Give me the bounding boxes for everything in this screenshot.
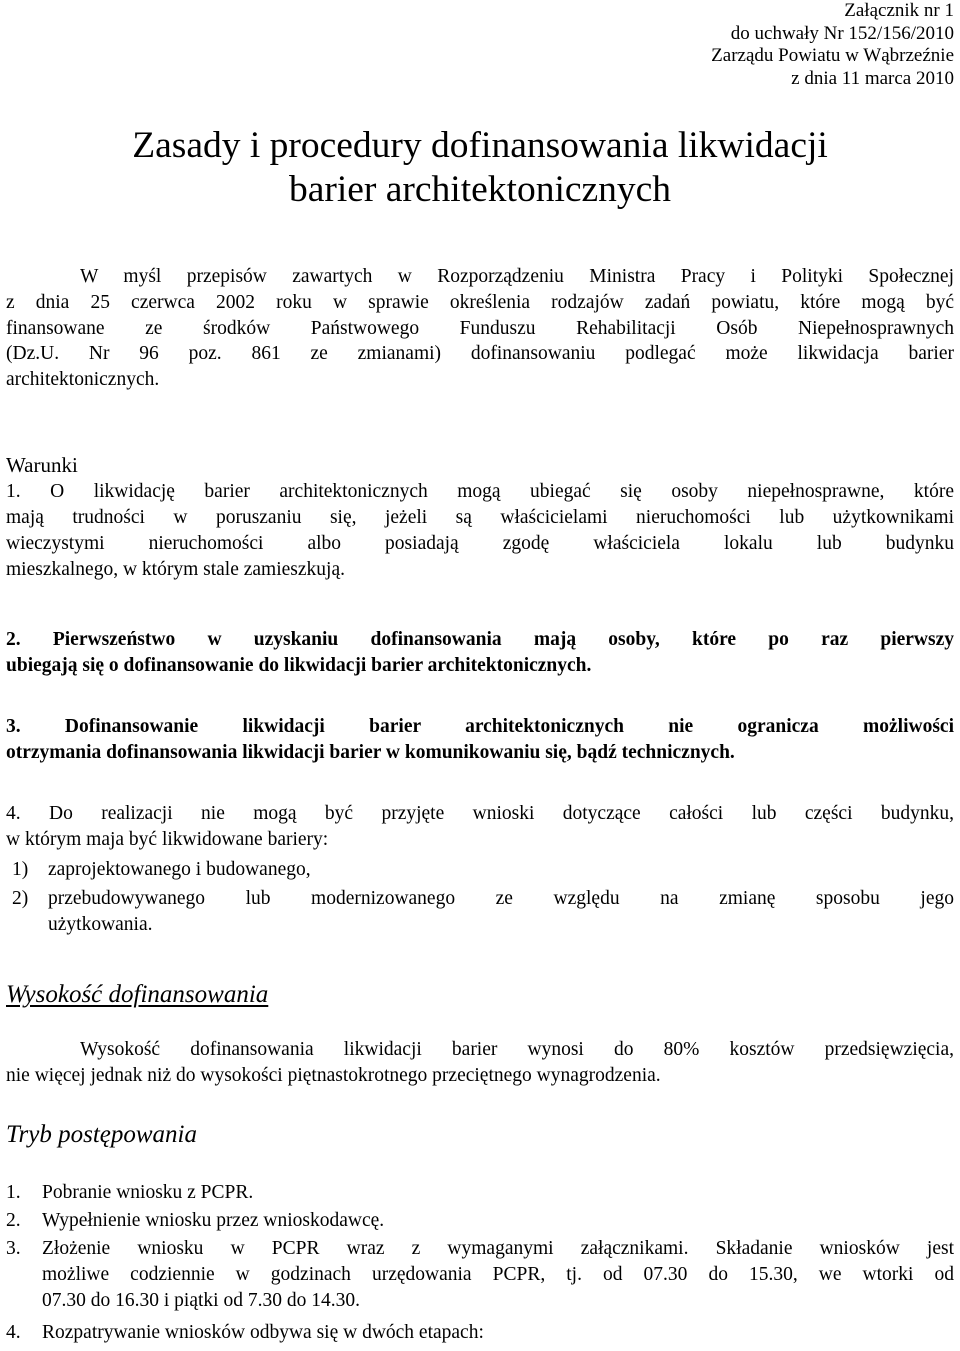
- intro-paragraph: W myśl przepisów zawartych w Rozporządzeniu Ministra Pracy i Polityki Społecznej z dnia 25 czerwca 2002 roku w sprawie określenia rodzajów zadań powiatu, które mogą być finansowane ze środków Państwowego Funduszu Rehabilitacji Osób Niepełnosprawnych (Dz.U. Nr 96 poz. 861 ze zmianami) dofinansowaniu podlegać może likwidacja barier architektonicznych.: [6, 266, 954, 391]
- condition-4-subitem-2: 2) przebudowywanego lub modernizowanego ze względu na zmianę sposobu jego użytkowania.: [12, 888, 954, 935]
- condition-1: 1. O likwidację barier architektonicznych mogą ubiegać się osoby niepełnosprawne, które mają trudności w poruszaniu się, jeżeli są właścicielami nieruchomości lub użytkownikami wieczystymi nieruchomości albo posiadają zgodę właściciela lokalu lub budynku mieszkalnego, w którym stale zamieszkują.: [6, 481, 954, 580]
- procedure-step-1: 1. Pobranie wniosku z PCPR.: [6, 1182, 254, 1203]
- condition-3: 3. Dofinansowanie likwidacji barier architektonicznych nie ogranicza możliwości otrzymania dofinansowania likwidacji barier w komunikowaniu się, bądź technicznych.: [6, 716, 954, 763]
- amount-heading: Wysokość dofinansowania: [6, 981, 269, 1008]
- annex-date: z dnia 11 marca 2010: [791, 67, 954, 89]
- procedure-step-4: 4. Rozpatrywanie wniosków odbywa się w dwóch etapach:: [6, 1322, 484, 1343]
- amount-paragraph: Wysokość dofinansowania likwidacji barier wynosi do 80% kosztów przedsięwzięcia, nie więcej jednak niż do wysokości piętnastokrotnego przeciętnego wynagrodzenia.: [6, 1039, 954, 1086]
- conditions-heading: Warunki: [6, 453, 78, 477]
- annex-number: Załącznik nr 1: [844, 0, 954, 21]
- procedure-step-2: 2. Wypełnienie wniosku przez wnioskodawcę.: [6, 1210, 385, 1231]
- annex-board: Zarządu Powiatu w Wąbrzeźnie: [711, 45, 954, 66]
- procedure-heading: Tryb postępowania: [6, 1121, 197, 1148]
- condition-4: 4. Do realizacji nie mogą być przyjęte wnioski dotyczące całości lub części budynku, w którym maja być likwidowane bariery:: [6, 803, 954, 850]
- document-title: Zasady i procedury dofinansowania likwidacji barier architektonicznych: [132, 125, 828, 210]
- annex-resolution: do uchwały Nr 152/156/2010: [730, 22, 954, 44]
- condition-4-subitem-1: 1) zaprojektowanego i budowanego,: [12, 859, 311, 880]
- procedure-step-3: 3. Złożenie wniosku w PCPR wraz z wymaganymi załącznikami. Składanie wniosków jest możliwe codziennie w godzinach urzędowania PCPR, tj. od 07.30 do 15.30, we wtorki od 07.30 do 16.30 i piątki od 7.30 do 14.30.: [6, 1238, 954, 1311]
- condition-2: 2. Pierwszeństwo w uzyskaniu dofinansowania mają osoby, które po raz pierwszy ubiegają się o dofinansowanie do likwidacji barier architektonicznych.: [6, 629, 954, 676]
- annex-header: [711, 0, 954, 90]
